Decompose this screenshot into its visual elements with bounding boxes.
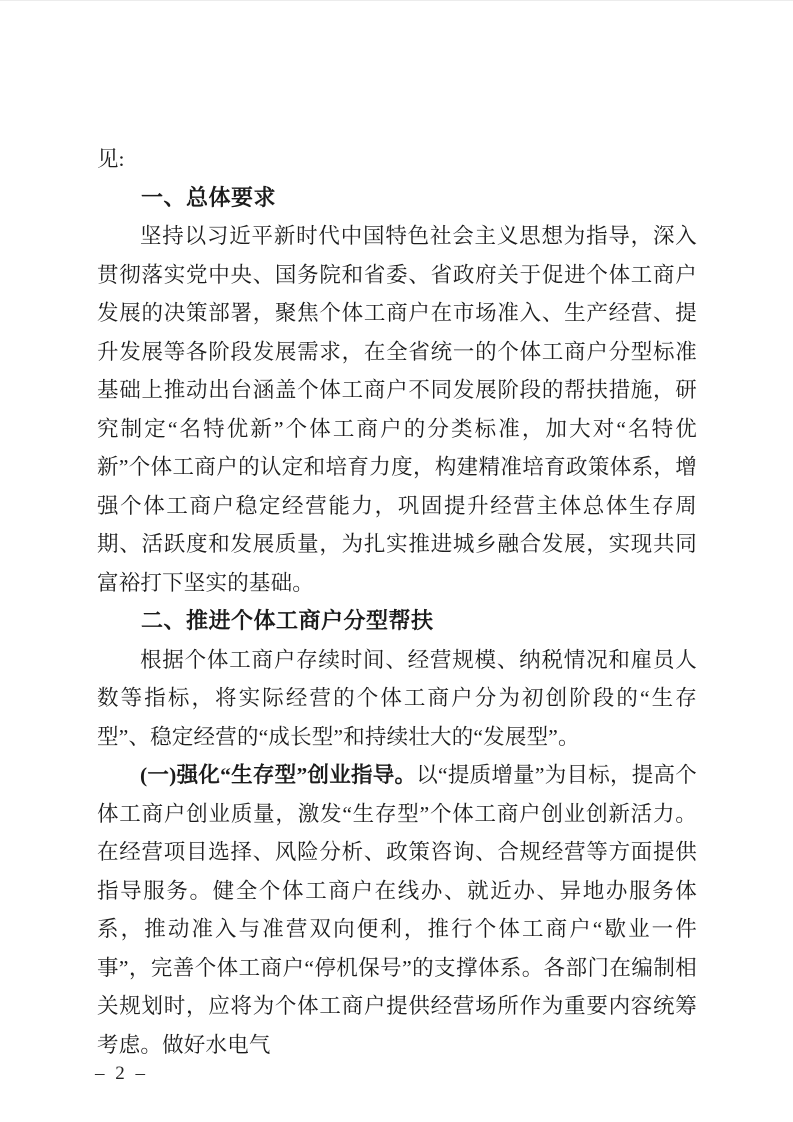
- continuation-text: 见:: [97, 147, 125, 171]
- page-number: – 2 –: [95, 1063, 148, 1084]
- paragraph-lead: (一)强化“生存型”创业指导。: [140, 763, 417, 787]
- paragraph: [97, 641, 697, 757]
- paragraph: [97, 756, 697, 1064]
- section-heading-1: 一、总体要求: [141, 184, 277, 210]
- paragraph-text: 根据个体工商户存续时间、经营规模、纳税情况和雇员人数等指标，将实际经营的个体工商户分为初创阶段的“生存型”、稳定经营的“成长型”和持续壮大的“发展型”。: [97, 647, 697, 749]
- document-body: [97, 140, 697, 1064]
- paragraph: [97, 217, 697, 602]
- paragraph-text: 坚持以习近平新时代中国特色社会主义思想为指导，深入贯彻落实党中央、国务院和省委、省政府关于促进个体工商户发展的决策部署，聚焦个体工商户在市场准入、生产经营、提升发展等各阶段发展需求，在全省统一的个体工商户分型标准基础上推动出台涵盖个体工商户不同发展阶段的帮扶措施，研究制定“名特优新”个体工商户的分类标准，加大对“名特优新”个体工商户的认定和培育力度，构建精准培育政策体系，增强个体工商户稳定经营能力，巩固提升经营主体总体生存周期、活跃度和发展质量，为扎实推进城乡融合发展，实现共同富裕打下坚实的基础。: [97, 224, 697, 595]
- paragraph-text: 以“提质增量”为目标，提高个体工商户创业质量，激发“生存型”个体工商户创业创新活力。在经营项目选择、风险分析、政策咨询、合规经营等方面提供指导服务。健全个体工商户在线办、就近办、异地办服务体系，推动准入与准营双向便利，推行个体工商户“歇业一件事”，完善个体工商户“停机保号”的支撑体系。各部门在编制相关规划时，应将为个体工商户提供经营场所作为重要内容统筹考虑。做好水电气: [97, 763, 697, 1057]
- section-heading-2: 二、推进个体工商户分型帮扶: [141, 608, 434, 633]
